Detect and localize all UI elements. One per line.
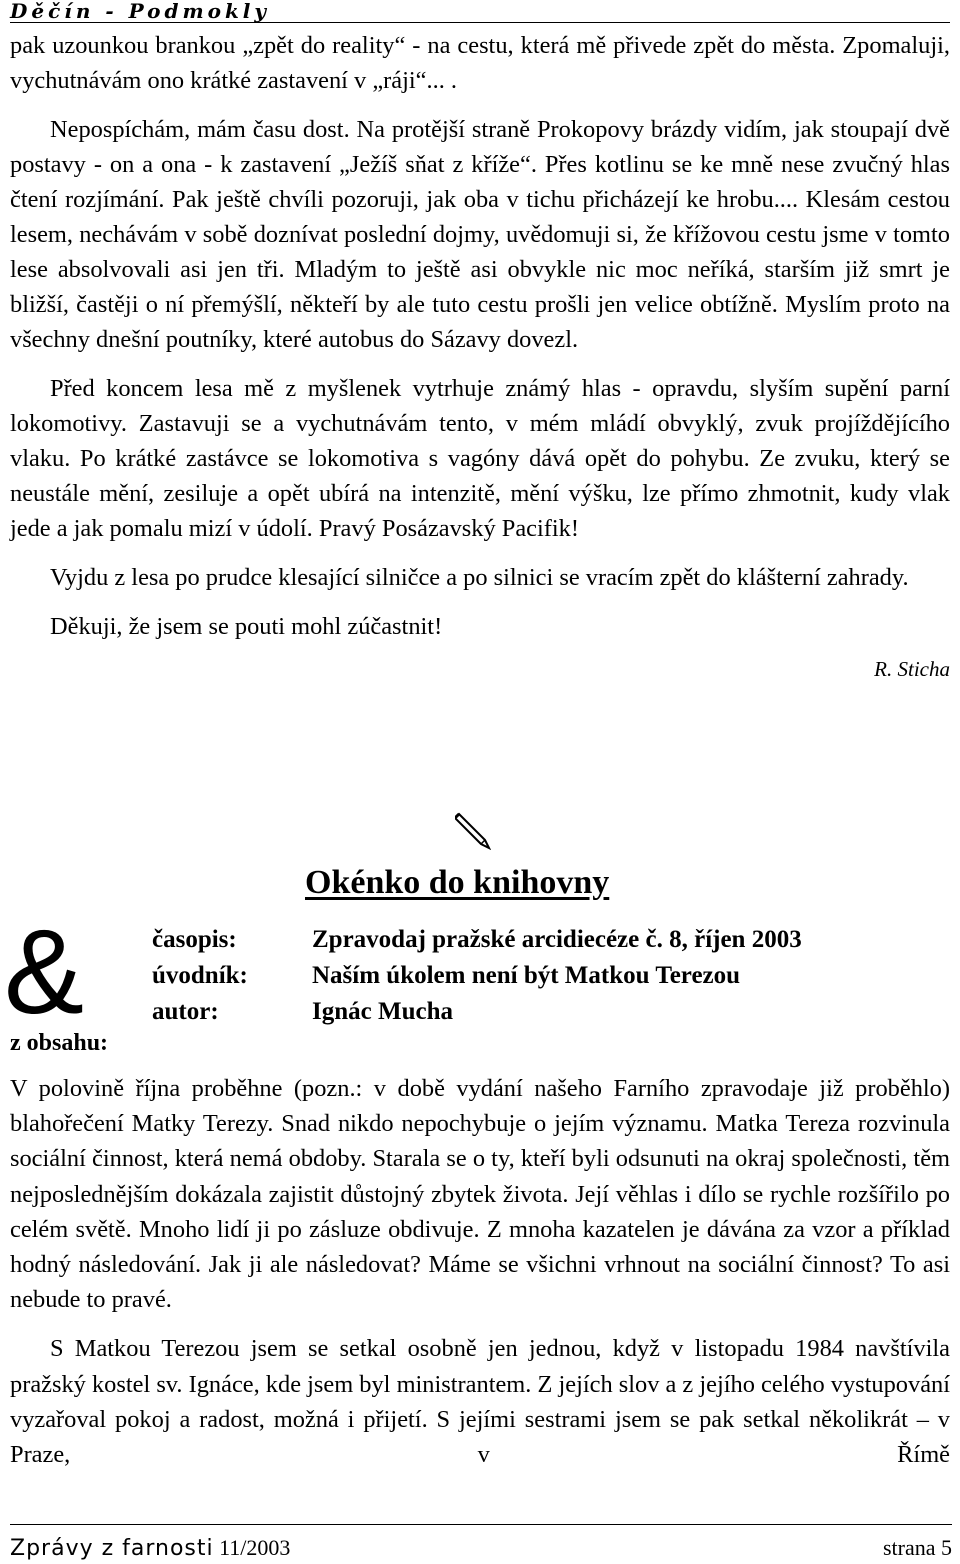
meta-row [152,958,802,994]
publication-name: Zprávy z farnosti [10,1536,214,1561]
paragraph: V polovině října proběhne (pozn.: v době vydání našeho Farního zpravodaje již proběhlo) blahořečení Matky Terezy. Snad nikdo nepochybuje o jejím významu. Matka Tereza rozvinula sociální činnost, která nemá obdoby. Starala se o ty, kteří byli odsunuti na okraj společnosti, těm nejposlednějším dokázala zajistit důstojný zbytek života. Její věhlas i dílo se rychle rozšířilo po celém světě. Mnoho lidí ji po zásluze obdivuje. Z mnoha kazatelen je dávána za vzor a příklad hodný následování. Jak ji ale následovat? Máme se všichni vrhnout na sociální činnost? To asi nebude to pravé. [10,1075,950,1314]
paragraph: pak uzounkou brankou „zpět do reality“ - na cestu, která mě přivede zpět do města. Zpomaluji, vychutnávám ono krátké zastavení v „ráji“... . [10,32,950,94]
meta-value: Zpravodaj pražské arcidiecéze č. 8, říjen 2003 [312,926,802,953]
page-number: strana 5 [882,1535,952,1560]
meta-key: úvodník: [152,962,248,989]
meta-value: Ignác Mucha [312,998,453,1025]
article-body [10,28,950,682]
page-footer [10,1524,952,1561]
author-signature: R. Sticha [874,657,950,681]
paragraph: Vyjdu z lesa po prudce klesající silničce a po silnici se vracím zpět do klášterní zahrady. [50,564,909,591]
meta-key: autor: [152,998,219,1025]
meta-row [152,994,802,1030]
ampersand-icon: & [4,905,85,1039]
footer-publication [10,1535,290,1561]
paragraph: Před koncem lesa mě z myšlenek vytrhuje známý hlas - opravdu, slyším supění parní lokomotivy. Zastavuji se a vychutnávám tento, v mém mládí obvyklý, zvuk projíždějícího vlaku. Po krátké zastávce se lokomotiva s vagóny dává opět do pohybu. Ze zvuku, který se neustále mění, zesiluje a opět ubírá na intenzitě, mění výšku, lze přímo zhmotnit, kudy vlak jede a jak pomalu mizí v údolí. Pravý Posázavský Pacifik! [10,375,950,542]
paragraph: Nepospíchám, mám času dost. Na protější straně Prokopovy brázdy vidím, jak stoupají dvě postavy - on a ona - k zastavení „Ježíš sňat z kříže“. Přes kotlinu se ke mně nese zvučný hlas čtení rozjímání. Pak ještě chvíli pozoruji, jak oba v tichu přicházejí ke hrobu.... Klesám cestou lesem, nechávám v sobě doznívat poslední dojmy, uvědomuji si, že křížovou cestu jsme v tomto lese absolvovali asi jen tři. Mladým to ještě asi obvykle nic moc neříká, starším již smrt je bližší, častěji o ní přemýšlí, někteří by ale tuto cestu prošli jen velice obtížně. Myslím proto na všechny dnešní poutníky, které autobus do Sázavy dovezl. [10,116,950,353]
meta-value: Naším úkolem není být Matkou Terezou [312,962,741,989]
running-header: Děčín - Podmokly [10,0,950,23]
section-title: Okénko do knihovny [305,864,610,901]
section-body [10,1071,950,1486]
contents-label: z obsahu: [10,1030,109,1056]
issue-number: 11/2003 [219,1535,291,1560]
paragraph: Děkuji, že jsem se pouti mohl zúčastnit! [50,613,443,640]
pencil-icon [455,810,491,855]
meta-key: časopis: [152,926,237,953]
meta-row [152,922,802,958]
paragraph: S Matkou Terezou jsem se setkal osobně jen jednou, když v listopadu 1984 navštívila pražský kostel sv. Ignáce, kde jsem byl ministrantem. Z jejích slov a z jejího celého vystupování vyzařoval pokoj a radost, možná i přijetí. S jejími sestrami jsem se pak setkal několikrát – v Praze, v Římě [10,1335,950,1469]
book-meta [152,922,802,1030]
